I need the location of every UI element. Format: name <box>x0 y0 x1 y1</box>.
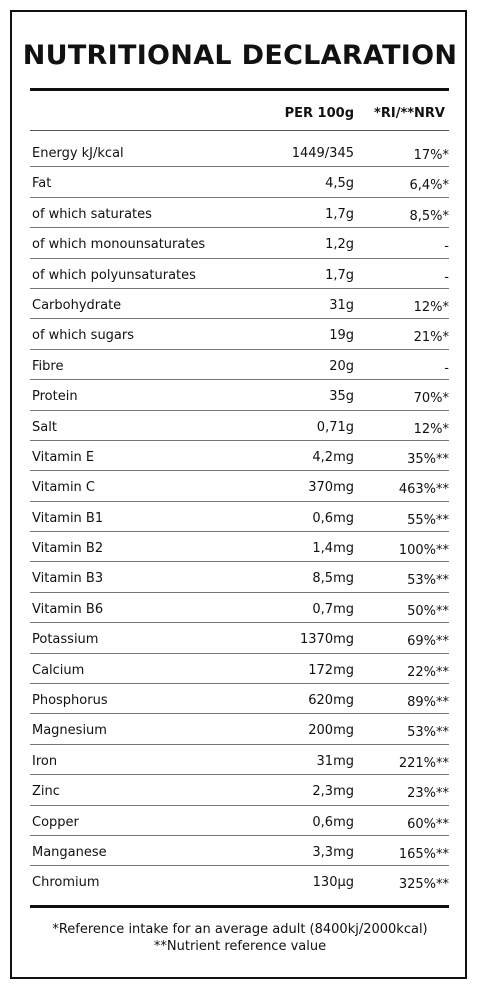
nutrient-name: Vitamin B6 <box>32 601 104 617</box>
table-row <box>30 866 449 896</box>
ri-value: 100%** <box>398 543 449 559</box>
per-100g-value: 200mg <box>308 723 354 739</box>
nutrient-name: Zinc <box>32 784 60 800</box>
table-row <box>30 259 449 289</box>
nutrition-table <box>30 137 449 897</box>
table-row <box>30 350 449 380</box>
ri-value: 70%* <box>413 391 449 407</box>
ri-value: 17%* <box>413 148 449 163</box>
per-100g-value: 4,2mg <box>312 449 354 465</box>
table-row <box>30 562 449 592</box>
table-row <box>30 714 449 744</box>
ri-value: 23%** <box>407 786 449 802</box>
nutrient-name: Protein <box>32 389 78 405</box>
table-row <box>30 806 449 836</box>
column-header-per100: PER 100g <box>284 106 354 121</box>
table-row <box>30 836 449 866</box>
ri-value: 89%** <box>407 695 449 711</box>
per-100g-value: 1449/345 <box>291 146 354 161</box>
nutrient-name: Vitamin C <box>32 480 96 496</box>
table-row <box>30 502 449 532</box>
ri-value: - <box>444 360 449 376</box>
ri-value: 60%** <box>407 816 449 832</box>
table-row <box>30 745 449 775</box>
ri-value: 69%** <box>407 634 449 650</box>
nutrient-name: of which polyunsaturates <box>32 267 196 283</box>
nutrient-name: Carbohydrate <box>32 297 122 313</box>
nutrient-name: Energy kJ/kcal <box>32 146 124 161</box>
table-row <box>30 532 449 562</box>
table-row <box>30 441 449 471</box>
per-100g-value: 0,7mg <box>312 601 354 617</box>
ri-value: 12%* <box>413 421 449 437</box>
ri-value: 6,4%* <box>409 178 449 194</box>
per-100g-value: 0,6mg <box>312 510 354 526</box>
ri-value: 325%** <box>398 877 449 893</box>
nutrient-name: Chromium <box>32 875 100 891</box>
table-row <box>30 167 449 197</box>
ri-value: 35%** <box>407 451 449 467</box>
nutrient-name: Vitamin B3 <box>32 571 104 587</box>
per-100g-value: 172mg <box>308 662 354 678</box>
table-row <box>30 593 449 623</box>
per-100g-value: 2,3mg <box>312 784 354 800</box>
per-100g-value: 1,2g <box>325 237 354 253</box>
per-100g-value: 0,71g <box>316 419 354 435</box>
header-divider <box>30 130 449 131</box>
per-100g-value: 4,5g <box>325 176 354 192</box>
table-row <box>30 319 449 349</box>
ri-value: 50%** <box>407 603 449 619</box>
ri-value: 53%** <box>407 573 449 589</box>
per-100g-value: 31mg <box>316 753 354 769</box>
ri-value: 463%** <box>398 482 449 498</box>
table-row <box>30 684 449 714</box>
table-row <box>30 654 449 684</box>
nutrient-name: Calcium <box>32 662 85 678</box>
per-100g-value: 8,5mg <box>312 571 354 587</box>
footer-divider <box>30 905 449 908</box>
footnote-nrv: **Nutrient reference value <box>153 939 327 954</box>
ri-value: - <box>444 269 449 285</box>
ri-value: 8,5%* <box>409 208 449 224</box>
per-100g-value: 0,6mg <box>312 814 354 830</box>
page-title: NUTRITIONAL DECLARATION <box>22 40 458 71</box>
per-100g-value: 370mg <box>308 480 354 496</box>
nutrient-name: Manganese <box>32 844 107 860</box>
per-100g-value: 1,7g <box>325 206 354 222</box>
ri-value: 12%* <box>413 299 449 315</box>
per-100g-value: 20g <box>329 358 354 374</box>
nutrient-name: Vitamin E <box>32 449 95 465</box>
nutrient-name: Iron <box>32 753 58 769</box>
per-100g-value: 19g <box>329 328 354 344</box>
nutrient-name: Vitamin B2 <box>32 541 104 557</box>
footnote-ri: *Reference intake for an average adult (8400kj/2000kcal) <box>52 922 428 937</box>
nutrient-name: of which sugars <box>32 328 135 344</box>
per-100g-value: 130µg <box>312 875 354 891</box>
table-row <box>30 228 449 258</box>
per-100g-value: 35g <box>329 389 354 405</box>
nutrient-name: Fibre <box>32 358 64 374</box>
nutrient-name: Salt <box>32 419 57 435</box>
ri-value: 165%** <box>398 846 449 862</box>
per-100g-value: 31g <box>329 297 354 313</box>
table-row <box>30 380 449 410</box>
per-100g-value: 3,3mg <box>312 844 354 860</box>
per-100g-value: 1370mg <box>300 632 354 648</box>
nutrient-name: Copper <box>32 814 79 830</box>
table-row <box>30 137 449 167</box>
table-row <box>30 623 449 653</box>
nutrient-name: of which monounsaturates <box>32 237 206 253</box>
ri-value: - <box>444 239 449 255</box>
title-divider <box>30 88 449 91</box>
ri-value: 21%* <box>413 330 449 346</box>
table-header <box>30 100 449 128</box>
nutrient-name: Phosphorus <box>32 693 108 709</box>
table-row <box>30 198 449 228</box>
ri-value: 22%** <box>407 664 449 680</box>
nutrient-name: Potassium <box>32 632 99 648</box>
nutrient-name: Vitamin B1 <box>32 510 104 526</box>
per-100g-value: 1,7g <box>325 267 354 283</box>
per-100g-value: 1,4mg <box>312 541 354 557</box>
table-row <box>30 289 449 319</box>
table-row <box>30 471 449 501</box>
table-row <box>30 775 449 805</box>
nutrient-name: Magnesium <box>32 723 107 739</box>
ri-value: 53%** <box>407 725 449 741</box>
ri-value: 221%** <box>398 755 449 771</box>
table-row <box>30 411 449 441</box>
ri-value: 55%** <box>407 512 449 528</box>
nutrient-name: Fat <box>32 176 52 192</box>
per-100g-value: 620mg <box>308 693 354 709</box>
column-header-ri: *RI/**NRV <box>374 106 445 121</box>
nutrient-name: of which saturates <box>32 206 152 222</box>
